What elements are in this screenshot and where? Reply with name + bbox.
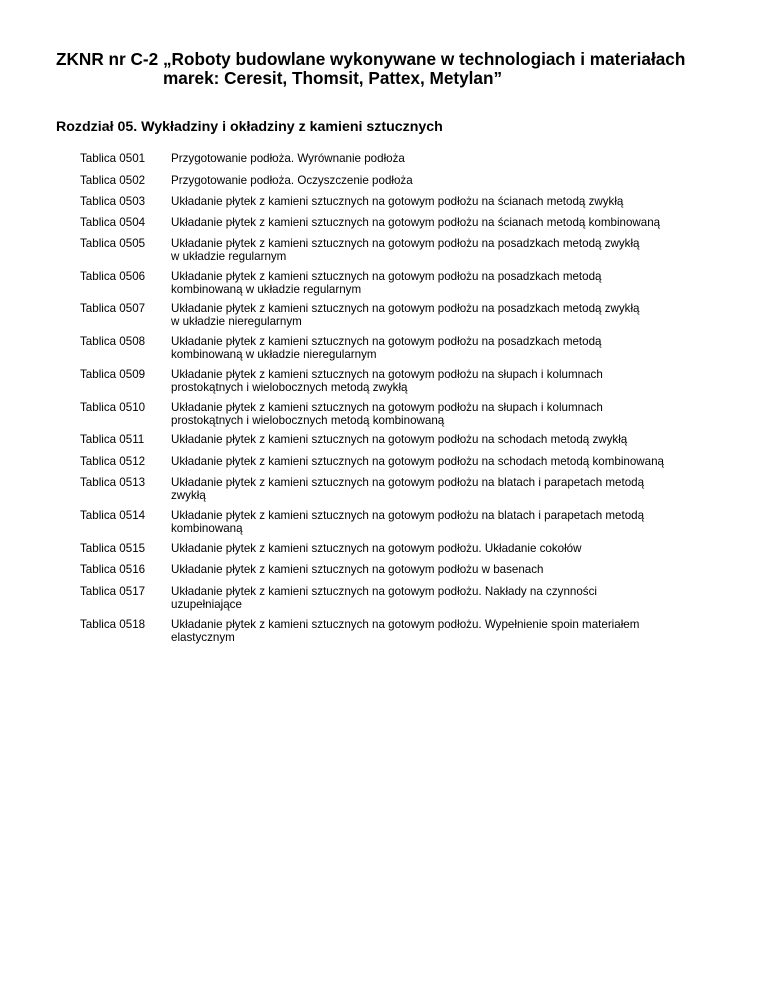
table-code: Tablica 0518 [80,618,146,631]
table-code: Tablica 0501 [80,152,146,165]
table-description-line: Układanie płytek z kamieni sztucznych na gotowym podłożu na słupach i kolumnach [171,401,603,414]
table-code: Tablica 0517 [80,585,146,598]
table-description-line: Układanie płytek z kamieni sztucznych na gotowym podłożu na posadzkach metodą [171,270,602,283]
table-entry [80,509,716,535]
table-code: Tablica 0509 [80,368,146,381]
table-entry [80,476,716,502]
document-title-line-1: ZKNR nr C-2 „Roboty budowlane wykonywane w technologiach i materiałach [56,49,686,69]
table-code: Tablica 0511 [80,433,145,446]
table-entry [80,302,716,328]
table-entry [80,618,716,644]
table-description [171,216,716,229]
table-description [171,618,716,644]
table-entry [80,195,716,208]
table-code: Tablica 0515 [80,542,146,555]
table-description-line: elastycznym [171,631,235,644]
table-description [171,542,716,555]
table-code: Tablica 0506 [80,270,146,283]
table-entry [80,585,716,611]
table-description [171,401,716,427]
table-description-line: kombinowaną w układzie regularnym [171,283,362,296]
table-description [171,237,716,263]
table-entry [80,270,716,296]
table-description [171,302,716,328]
table-code: Tablica 0514 [80,509,146,522]
table-code: Tablica 0503 [80,195,146,208]
table-description-line: w układzie regularnym [171,250,287,263]
table-description-line: kombinowaną [171,522,243,535]
table-description [171,455,716,468]
table-description-line: Układanie płytek z kamieni sztucznych na gotowym podłożu na ścianach metodą kombinowaną [171,216,661,229]
table-description [171,509,716,535]
document-title-line-2: marek: Ceresit, Thomsit, Pattex, Metylan” [163,68,503,88]
table-description-line: Przygotowanie podłoża. Wyrównanie podłoża [171,152,405,165]
table-entry [80,563,716,576]
table-code: Tablica 0516 [80,563,146,576]
chapter-heading: Rozdział 05. Wykładziny i okładziny z kamieni sztucznych [56,119,443,135]
table-code: Tablica 0510 [80,401,146,414]
table-description [171,152,716,165]
table-code: Tablica 0505 [80,237,146,250]
table-entry [80,542,716,555]
table-description-line: Układanie płytek z kamieni sztucznych na gotowym podłożu na blatach i parapetach metodą [171,509,645,522]
table-entry [80,152,716,165]
table-description-line: Układanie płytek z kamieni sztucznych na gotowym podłożu na schodach metodą zwykłą [171,433,628,446]
table-description [171,195,716,208]
table-code: Tablica 0507 [80,302,146,315]
table-description-line: Układanie płytek z kamieni sztucznych na gotowym podłożu na słupach i kolumnach [171,368,603,381]
table-entry [80,401,716,427]
table-description-line: Układanie płytek z kamieni sztucznych na gotowym podłożu na blatach i parapetach metodą [171,476,645,489]
table-description-line: Układanie płytek z kamieni sztucznych na gotowym podłożu. Wypełnienie spoin materiałem [171,618,640,631]
table-code: Tablica 0513 [80,476,146,489]
table-description-line: Układanie płytek z kamieni sztucznych na gotowym podłożu na schodach metodą kombinowaną [171,455,665,468]
table-description-line: Układanie płytek z kamieni sztucznych na gotowym podłożu. Układanie cokołów [171,542,582,555]
table-entry [80,174,716,187]
table-description [171,563,716,576]
table-entry [80,433,716,446]
table-description-line: Układanie płytek z kamieni sztucznych na gotowym podłożu na posadzkach metodą [171,335,602,348]
table-description-line: Układanie płytek z kamieni sztucznych na gotowym podłożu na ścianach metodą zwykłą [171,195,624,208]
table-description-line: uzupełniające [171,598,242,611]
table-entry [80,237,716,263]
table-description-line: Układanie płytek z kamieni sztucznych na gotowym podłożu na posadzkach metodą zwykłą [171,237,640,250]
table-description-line: zwykłą [171,489,206,502]
table-entry [80,335,716,361]
table-code: Tablica 0502 [80,174,146,187]
table-description-line: Układanie płytek z kamieni sztucznych na gotowym podłożu. Nakłady na czynności [171,585,597,598]
document-title [56,50,746,88]
table-description [171,585,716,611]
table-description [171,433,716,446]
table-description [171,368,716,394]
table-description-line: Układanie płytek z kamieni sztucznych na gotowym podłożu w basenach [171,563,544,576]
table-entry [80,368,716,394]
table-entry [80,455,716,468]
table-description-line: Przygotowanie podłoża. Oczyszczenie podłoża [171,174,413,187]
table-description [171,335,716,361]
table-description-line: kombinowaną w układzie nieregularnym [171,348,377,361]
table-description-line: prostokątnych i wielobocznych metodą kombinowaną [171,414,445,427]
table-description-line: prostokątnych i wielobocznych metodą zwykłą [171,381,408,394]
table-code: Tablica 0504 [80,216,146,229]
table-code: Tablica 0512 [80,455,146,468]
table-description [171,476,716,502]
table-description-line: w układzie nieregularnym [171,315,302,328]
table-description-line: Układanie płytek z kamieni sztucznych na gotowym podłożu na posadzkach metodą zwykłą [171,302,640,315]
table-description [171,270,716,296]
table-description [171,174,716,187]
table-entry [80,216,716,229]
table-code: Tablica 0508 [80,335,146,348]
